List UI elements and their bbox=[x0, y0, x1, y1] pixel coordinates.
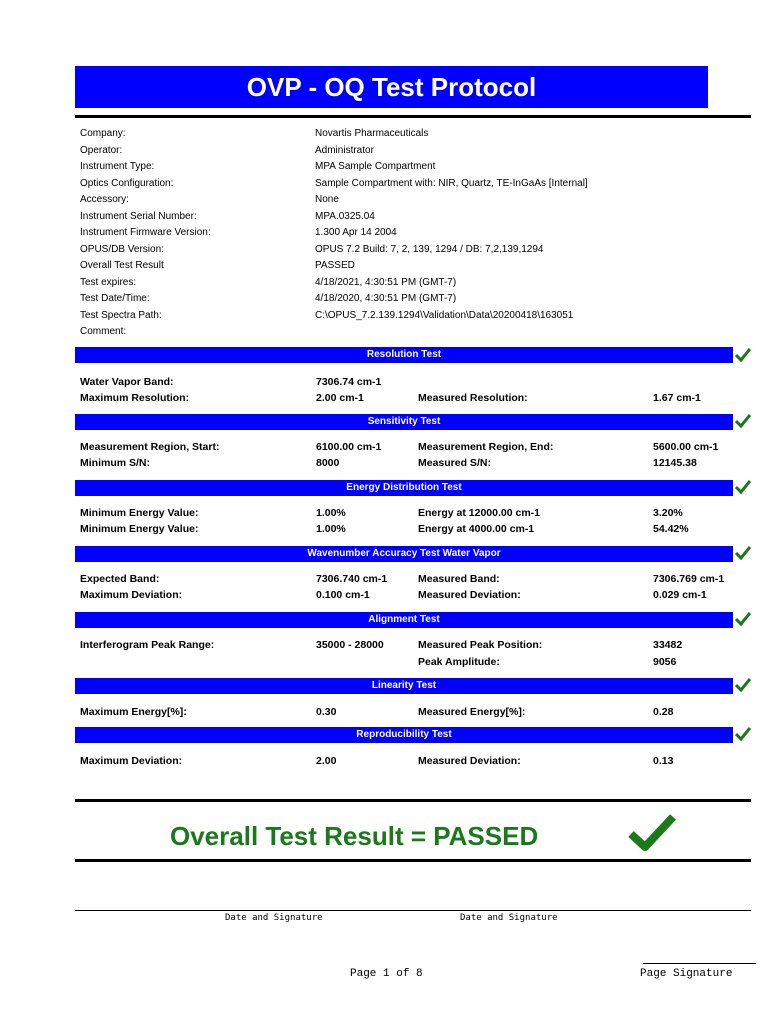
info-row bbox=[80, 242, 760, 259]
field-label: Measurement Region, End: bbox=[418, 441, 554, 453]
energy-distribution-test-header: Energy Distribution Test bbox=[75, 480, 733, 496]
sensitivity-test-header: Sensitivity Test bbox=[75, 414, 733, 430]
info-value: PASSED bbox=[315, 260, 355, 271]
field-label: Measured Deviation: bbox=[418, 755, 521, 767]
info-row bbox=[80, 225, 760, 242]
check-icon bbox=[735, 611, 751, 627]
info-row bbox=[80, 143, 760, 160]
field-label: Measured Band: bbox=[418, 573, 500, 585]
field-value: 35000 - 28000 bbox=[316, 639, 384, 651]
field-value: 6100.00 cm-1 bbox=[316, 441, 382, 453]
field-label: Expected Band: bbox=[80, 573, 160, 585]
field-label: Measured Resolution: bbox=[418, 392, 528, 404]
field-value: 0.28 bbox=[653, 706, 674, 718]
energy-row bbox=[80, 521, 750, 538]
reproducibility-row bbox=[80, 753, 750, 770]
instrument-info bbox=[80, 126, 760, 341]
info-row bbox=[80, 275, 760, 292]
field-value: 7306.740 cm-1 bbox=[316, 573, 388, 585]
alignment-row bbox=[80, 654, 750, 671]
info-label: Operator: bbox=[80, 144, 123, 156]
header-divider bbox=[75, 115, 751, 118]
info-value: 4/18/2021, 4:30:51 PM (GMT-7) bbox=[315, 276, 457, 288]
field-value: 3.20% bbox=[653, 507, 683, 519]
info-label: Test Spectra Path: bbox=[80, 309, 162, 321]
info-label: Instrument Firmware Version: bbox=[80, 227, 211, 238]
page-number: Page 1 of 8 bbox=[350, 968, 423, 980]
wavenumber-accuracy-test-header: Wavenumber Accuracy Test Water Vapor bbox=[75, 546, 733, 562]
field-label: Energy at 4000.00 cm-1 bbox=[418, 523, 535, 535]
reproducibility-test-header: Reproducibility Test bbox=[75, 727, 733, 743]
field-label: Minimum Energy Value: bbox=[80, 523, 199, 535]
info-row bbox=[80, 209, 760, 226]
field-value: 0.13 bbox=[653, 755, 674, 767]
info-row bbox=[80, 291, 760, 308]
info-row bbox=[80, 126, 760, 143]
resolution-test-header: Resolution Test bbox=[75, 347, 733, 363]
field-label: Maximum Deviation: bbox=[80, 589, 183, 601]
resolution-row bbox=[80, 374, 750, 391]
field-label: Measured Deviation: bbox=[418, 589, 521, 601]
field-label: Water Vapor Band: bbox=[80, 376, 174, 388]
info-value: 1.300 Apr 14 2004 bbox=[315, 227, 397, 238]
info-label: Company: bbox=[80, 128, 126, 139]
field-label: Minimum Energy Value: bbox=[80, 507, 199, 519]
sensitivity-row bbox=[80, 455, 750, 472]
info-value: MPA.0325.04 bbox=[315, 210, 375, 222]
field-label: Minimum S/N: bbox=[80, 457, 150, 469]
field-value: 2.00 cm-1 bbox=[316, 392, 364, 404]
info-label: Instrument Serial Number: bbox=[80, 210, 197, 222]
field-label: Maximum Resolution: bbox=[80, 392, 190, 404]
linearity-test-header: Linearity Test bbox=[75, 678, 733, 694]
field-label: Peak Amplitude: bbox=[418, 656, 500, 668]
info-label: Test expires: bbox=[80, 276, 137, 288]
info-value: OPUS 7.2 Build: 7, 2, 139, 1294 / DB: 7,2,139,1294 bbox=[315, 243, 544, 255]
field-value: 9056 bbox=[653, 656, 677, 668]
info-row bbox=[80, 258, 760, 275]
check-icon bbox=[735, 347, 751, 363]
info-value: Novartis Pharmaceuticals bbox=[315, 128, 429, 139]
field-label: Measured Energy[%]: bbox=[418, 706, 526, 718]
check-icon bbox=[735, 677, 751, 693]
sensitivity-row bbox=[80, 439, 750, 456]
info-row bbox=[80, 324, 760, 341]
field-value: 7306.769 cm-1 bbox=[653, 573, 725, 585]
info-label: Overall Test Result bbox=[80, 260, 164, 271]
field-label: Measurement Region, Start: bbox=[80, 441, 220, 453]
field-value: 7306.74 cm-1 bbox=[316, 376, 382, 388]
info-row bbox=[80, 192, 760, 209]
result-divider-top bbox=[75, 799, 751, 802]
overall-result: Overall Test Result = PASSED bbox=[170, 821, 539, 851]
energy-row bbox=[80, 505, 750, 522]
info-label: Comment: bbox=[80, 326, 127, 337]
field-label: Energy at 12000.00 cm-1 bbox=[418, 507, 540, 519]
field-value: 0.029 cm-1 bbox=[653, 589, 707, 601]
field-value: 54.42% bbox=[653, 523, 689, 535]
signature-label-right: Date and Signature bbox=[460, 913, 558, 923]
alignment-row bbox=[80, 637, 750, 654]
field-value: 1.00% bbox=[316, 523, 346, 535]
info-value: C:\OPUS_7.2.139.1294\Validation\Data\20200418\163051 bbox=[315, 309, 574, 321]
info-row bbox=[80, 308, 760, 325]
check-icon bbox=[735, 413, 751, 429]
info-label: Test Date/Time: bbox=[80, 293, 150, 304]
info-value: None bbox=[315, 194, 339, 205]
signature-label-left: Date and Signature bbox=[225, 913, 323, 923]
resolution-row bbox=[80, 390, 750, 407]
check-icon bbox=[628, 812, 676, 852]
field-label: Maximum Energy[%]: bbox=[80, 706, 187, 718]
field-value: 1.67 cm-1 bbox=[653, 392, 701, 404]
field-value: 5600.00 cm-1 bbox=[653, 441, 719, 453]
linearity-row bbox=[80, 704, 750, 721]
field-label: Measured Peak Position: bbox=[418, 639, 543, 651]
info-row bbox=[80, 159, 760, 176]
wavenumber-row bbox=[80, 587, 750, 604]
info-label: OPUS/DB Version: bbox=[80, 243, 164, 255]
result-divider-bottom bbox=[75, 859, 751, 862]
page-signature-label: Page Signature bbox=[640, 968, 733, 980]
info-row bbox=[80, 176, 760, 193]
field-label: Measured S/N: bbox=[418, 457, 491, 469]
signature-line bbox=[75, 910, 751, 911]
info-value: Sample Compartment with: NIR, Quartz, TE-InGaAs [Internal] bbox=[315, 177, 588, 189]
field-label: Maximum Deviation: bbox=[80, 755, 183, 767]
field-value: 12145.38 bbox=[653, 457, 697, 469]
page-title: OVP - OQ Test Protocol bbox=[75, 66, 708, 108]
field-value: 2.00 bbox=[316, 755, 337, 767]
alignment-test-header: Alignment Test bbox=[75, 612, 733, 628]
info-value: 4/18/2020, 4:30:51 PM (GMT-7) bbox=[315, 293, 457, 304]
field-value: 8000 bbox=[316, 457, 340, 469]
field-value: 0.30 bbox=[316, 706, 337, 718]
info-value: Administrator bbox=[315, 144, 374, 156]
field-value: 1.00% bbox=[316, 507, 346, 519]
page-signature-line bbox=[643, 963, 756, 964]
info-label: Accessory: bbox=[80, 194, 129, 205]
check-icon bbox=[735, 545, 751, 561]
field-label: Interferogram Peak Range: bbox=[80, 639, 215, 651]
wavenumber-row bbox=[80, 571, 750, 588]
info-label: Optics Configuration: bbox=[80, 177, 174, 189]
check-icon bbox=[735, 726, 751, 742]
info-label: Instrument Type: bbox=[80, 161, 155, 172]
field-value: 33482 bbox=[653, 639, 683, 651]
check-icon bbox=[735, 479, 751, 495]
field-value: 0.100 cm-1 bbox=[316, 589, 370, 601]
info-value: MPA Sample Compartment bbox=[315, 161, 436, 172]
